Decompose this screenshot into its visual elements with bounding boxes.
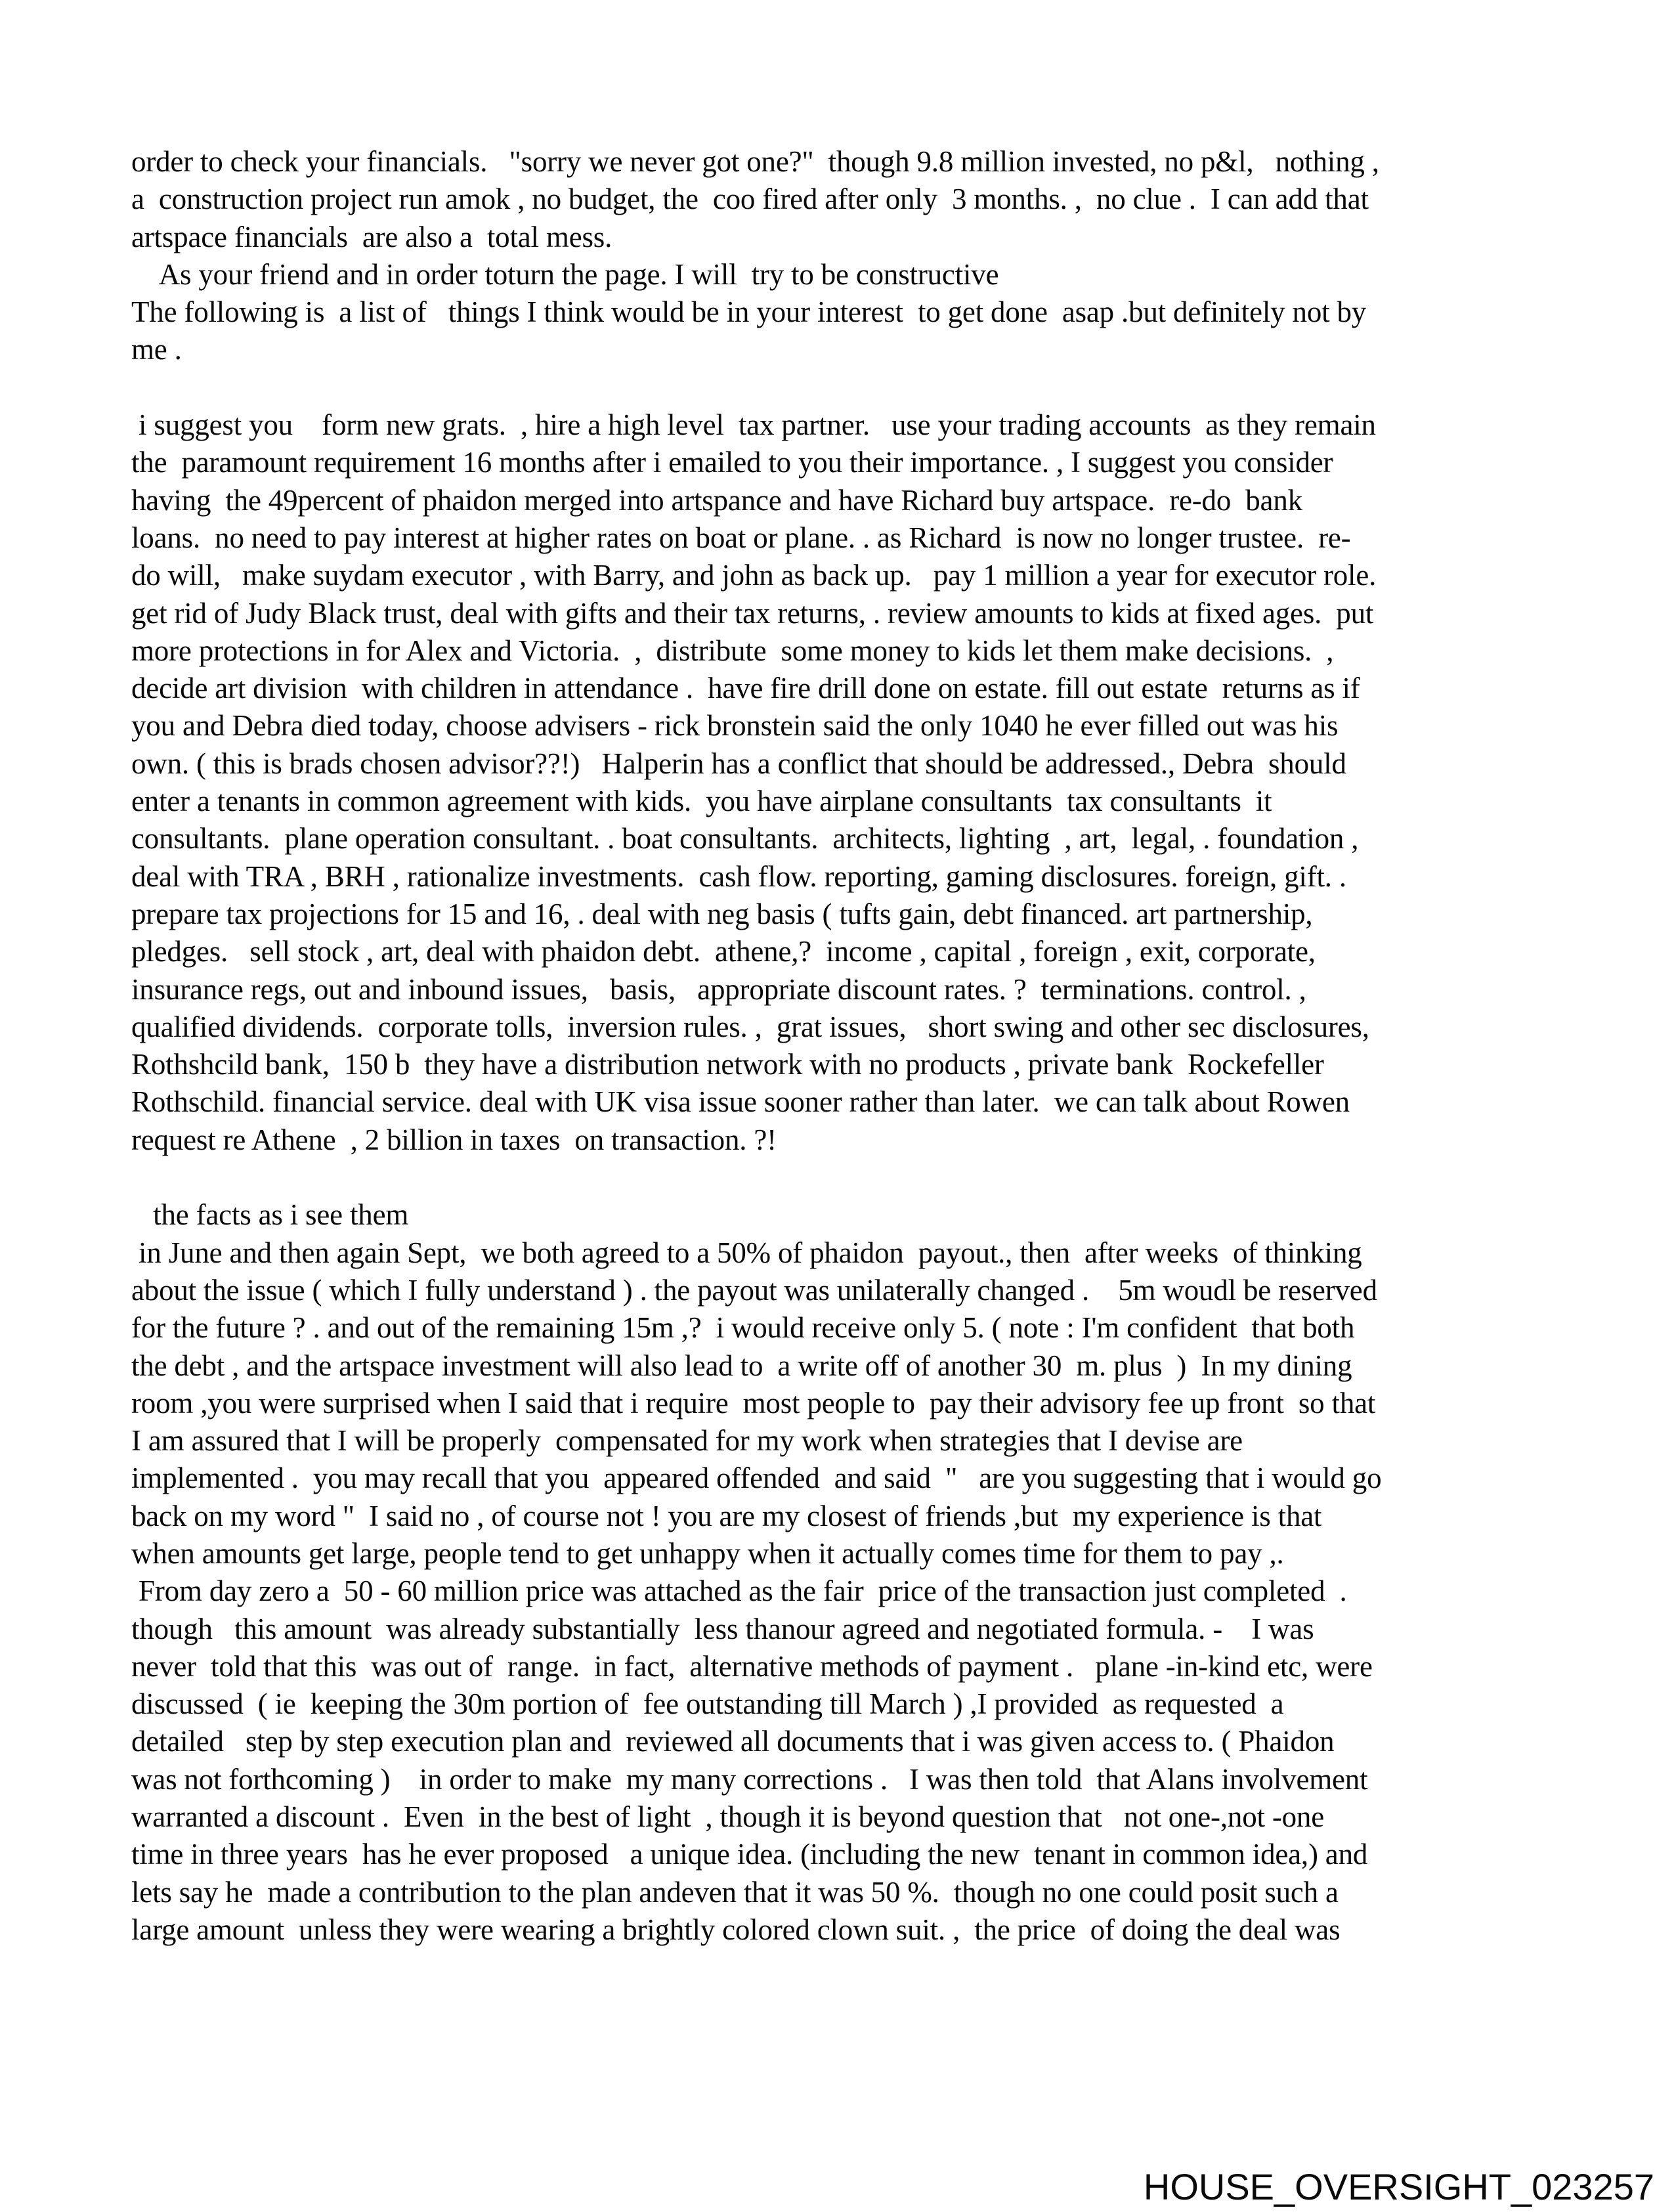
text-line: for the future ? . and out of the remaining 15m ,? i would receive only 5. ( note : I'm confident that both — [131, 1311, 1355, 1345]
text-line: when amounts get large, people tend to get unhappy when it actually comes time for them to pay ,. — [131, 1536, 1284, 1570]
text-line: warranted a discount . Even in the best of light , though it is beyond question that not one-,not -one — [131, 1800, 1325, 1834]
text-line: get rid of Judy Black trust, deal with gifts and their tax returns, . review amounts to kids at fixed ages. put — [131, 596, 1374, 630]
text-line: I am assured that I will be properly compensated for my work when strategies that I devise are — [131, 1424, 1243, 1458]
text-line: deal with TRA , BRH , rationalize investments. cash flow. reporting, gaming disclosures. foreign, gift. . — [131, 859, 1346, 893]
text-line: detailed step by step execution plan and reviewed all documents that i was given access to. ( Phaidon — [131, 1725, 1335, 1758]
text-line: implemented . you may recall that you appeared offended and said " are you suggesting that i would go — [131, 1462, 1382, 1495]
text-line: about the issue ( which I fully understand ) . the payout was unilaterally changed . 5m woudl be reserved — [131, 1273, 1377, 1307]
text-line: loans. no need to pay interest at higher rates on boat or plane. . as Richard is now no longer trustee. re- — [131, 521, 1351, 554]
text-line: own. ( this is brads chosen advisor??!) Halperin has a conflict that should be addressed., Debra should — [131, 747, 1346, 780]
text-line: having the 49percent of phaidon merged into artspance and have Richard buy artspace. re-do bank — [131, 483, 1302, 517]
text-line: Rothschild. financial service. deal with UK visa issue sooner rather than later. we can talk about Rowen — [131, 1085, 1350, 1119]
text-line: order to check your financials. "sorry we never got one?" though 9.8 million invested, no p&l, nothing , — [131, 145, 1379, 178]
text-line: As your friend and in order toturn the page. I will try to be constructive — [131, 257, 999, 291]
text-line: Rothshcild bank, 150 b they have a distribution network with no products , private bank Rockefeller — [131, 1048, 1324, 1081]
text-line: prepare tax projections for 15 and 16, . deal with neg basis ( tufts gain, debt financed. art partnership, — [131, 897, 1313, 930]
text-line: i suggest you form new grats. , hire a high level tax partner. use your trading accounts as they remain — [131, 408, 1376, 442]
text-line: large amount unless they were wearing a brightly colored clown suit. , the price of doing the deal was — [131, 1913, 1341, 1946]
paragraph — [131, 143, 1661, 369]
text-line: request re Athene , 2 billion in taxes on transaction. ?! — [131, 1123, 777, 1156]
text-line: decide art division with children in attendance . have fire drill done on estate. fill out estate returns as if — [131, 672, 1360, 705]
text-line: pledges. sell stock , art, deal with phaidon debt. athene,? income , capital , foreign , exit, corporate, — [131, 935, 1316, 968]
text-line: enter a tenants in common agreement with kids. you have airplane consultants tax consultants it — [131, 785, 1272, 818]
text-line: consultants. plane operation consultant. . boat consultants. architects, lighting , art, legal, . foundation , — [131, 822, 1359, 856]
text-line: you and Debra died today, choose advisers - rick bronstein said the only 1040 he ever filled out was his — [131, 709, 1339, 743]
text-line: was not forthcoming ) in order to make my many corrections . I was then told that Alans involvement — [131, 1762, 1368, 1796]
text-line: lets say he made a contribution to the plan andeven that it was 50 %. though no one could posit such a — [131, 1875, 1339, 1909]
document-body — [131, 143, 1661, 1949]
text-line: artspace financials are also a total mess. — [131, 220, 612, 253]
text-line: more protections in for Alex and Victoria. , distribute some money to kids let them make decisions. , — [131, 634, 1334, 667]
text-line: discussed ( ie keeping the 30m portion of fee outstanding till March ) ,I provided as requested a — [131, 1687, 1284, 1721]
bates-stamp: HOUSE_OVERSIGHT_023257 — [1143, 2166, 1654, 2207]
text-line: in June and then again Sept, we both agreed to a 50% of phaidon payout., then after weeks of thinking — [131, 1236, 1362, 1269]
text-line: never told that this was out of range. in fact, alternative methods of payment . plane -in-kind etc, were — [131, 1649, 1373, 1683]
text-line: me . — [131, 333, 182, 366]
text-line: do will, make suydam executor , with Barry, and john as back up. pay 1 million a year for executor role. — [131, 559, 1377, 592]
text-line: a construction project run amok , no budget, the coo fired after only 3 months. , no clue . I can add that — [131, 183, 1369, 216]
text-line: the facts as i see them — [131, 1198, 409, 1232]
text-line: The following is a list of things I think would be in your interest to get done asap .but definitely not by — [131, 295, 1367, 329]
text-line: qualified dividends. corporate tolls, inversion rules. , grat issues, short swing and other sec disclosures, — [131, 1010, 1369, 1043]
text-line: back on my word " I said no , of course not ! you are my closest of friends ,but my experience is that — [131, 1499, 1322, 1532]
paragraph — [131, 1196, 1661, 1949]
text-line: insurance regs, out and inbound issues, basis, appropriate discount rates. ? terminations. control. , — [131, 972, 1306, 1006]
paragraph — [131, 406, 1661, 1159]
text-line: though this amount was already substantially less thanour agreed and negotiated formula. - I was — [131, 1612, 1314, 1645]
text-line: From day zero a 50 - 60 million price was attached as the fair price of the transaction just completed . — [131, 1574, 1347, 1608]
text-line: room ,you were surprised when I said that i require most people to pay their advisory fee up front so that — [131, 1386, 1376, 1420]
text-line: the debt , and the artspace investment will also lead to a write off of another 30 m. plus ) In my dining — [131, 1349, 1352, 1382]
text-line: the paramount requirement 16 months after i emailed to you their importance. , I suggest you consider — [131, 446, 1333, 479]
text-line: time in three years has he ever proposed a unique idea. (including the new tenant in common idea,) and — [131, 1838, 1368, 1871]
